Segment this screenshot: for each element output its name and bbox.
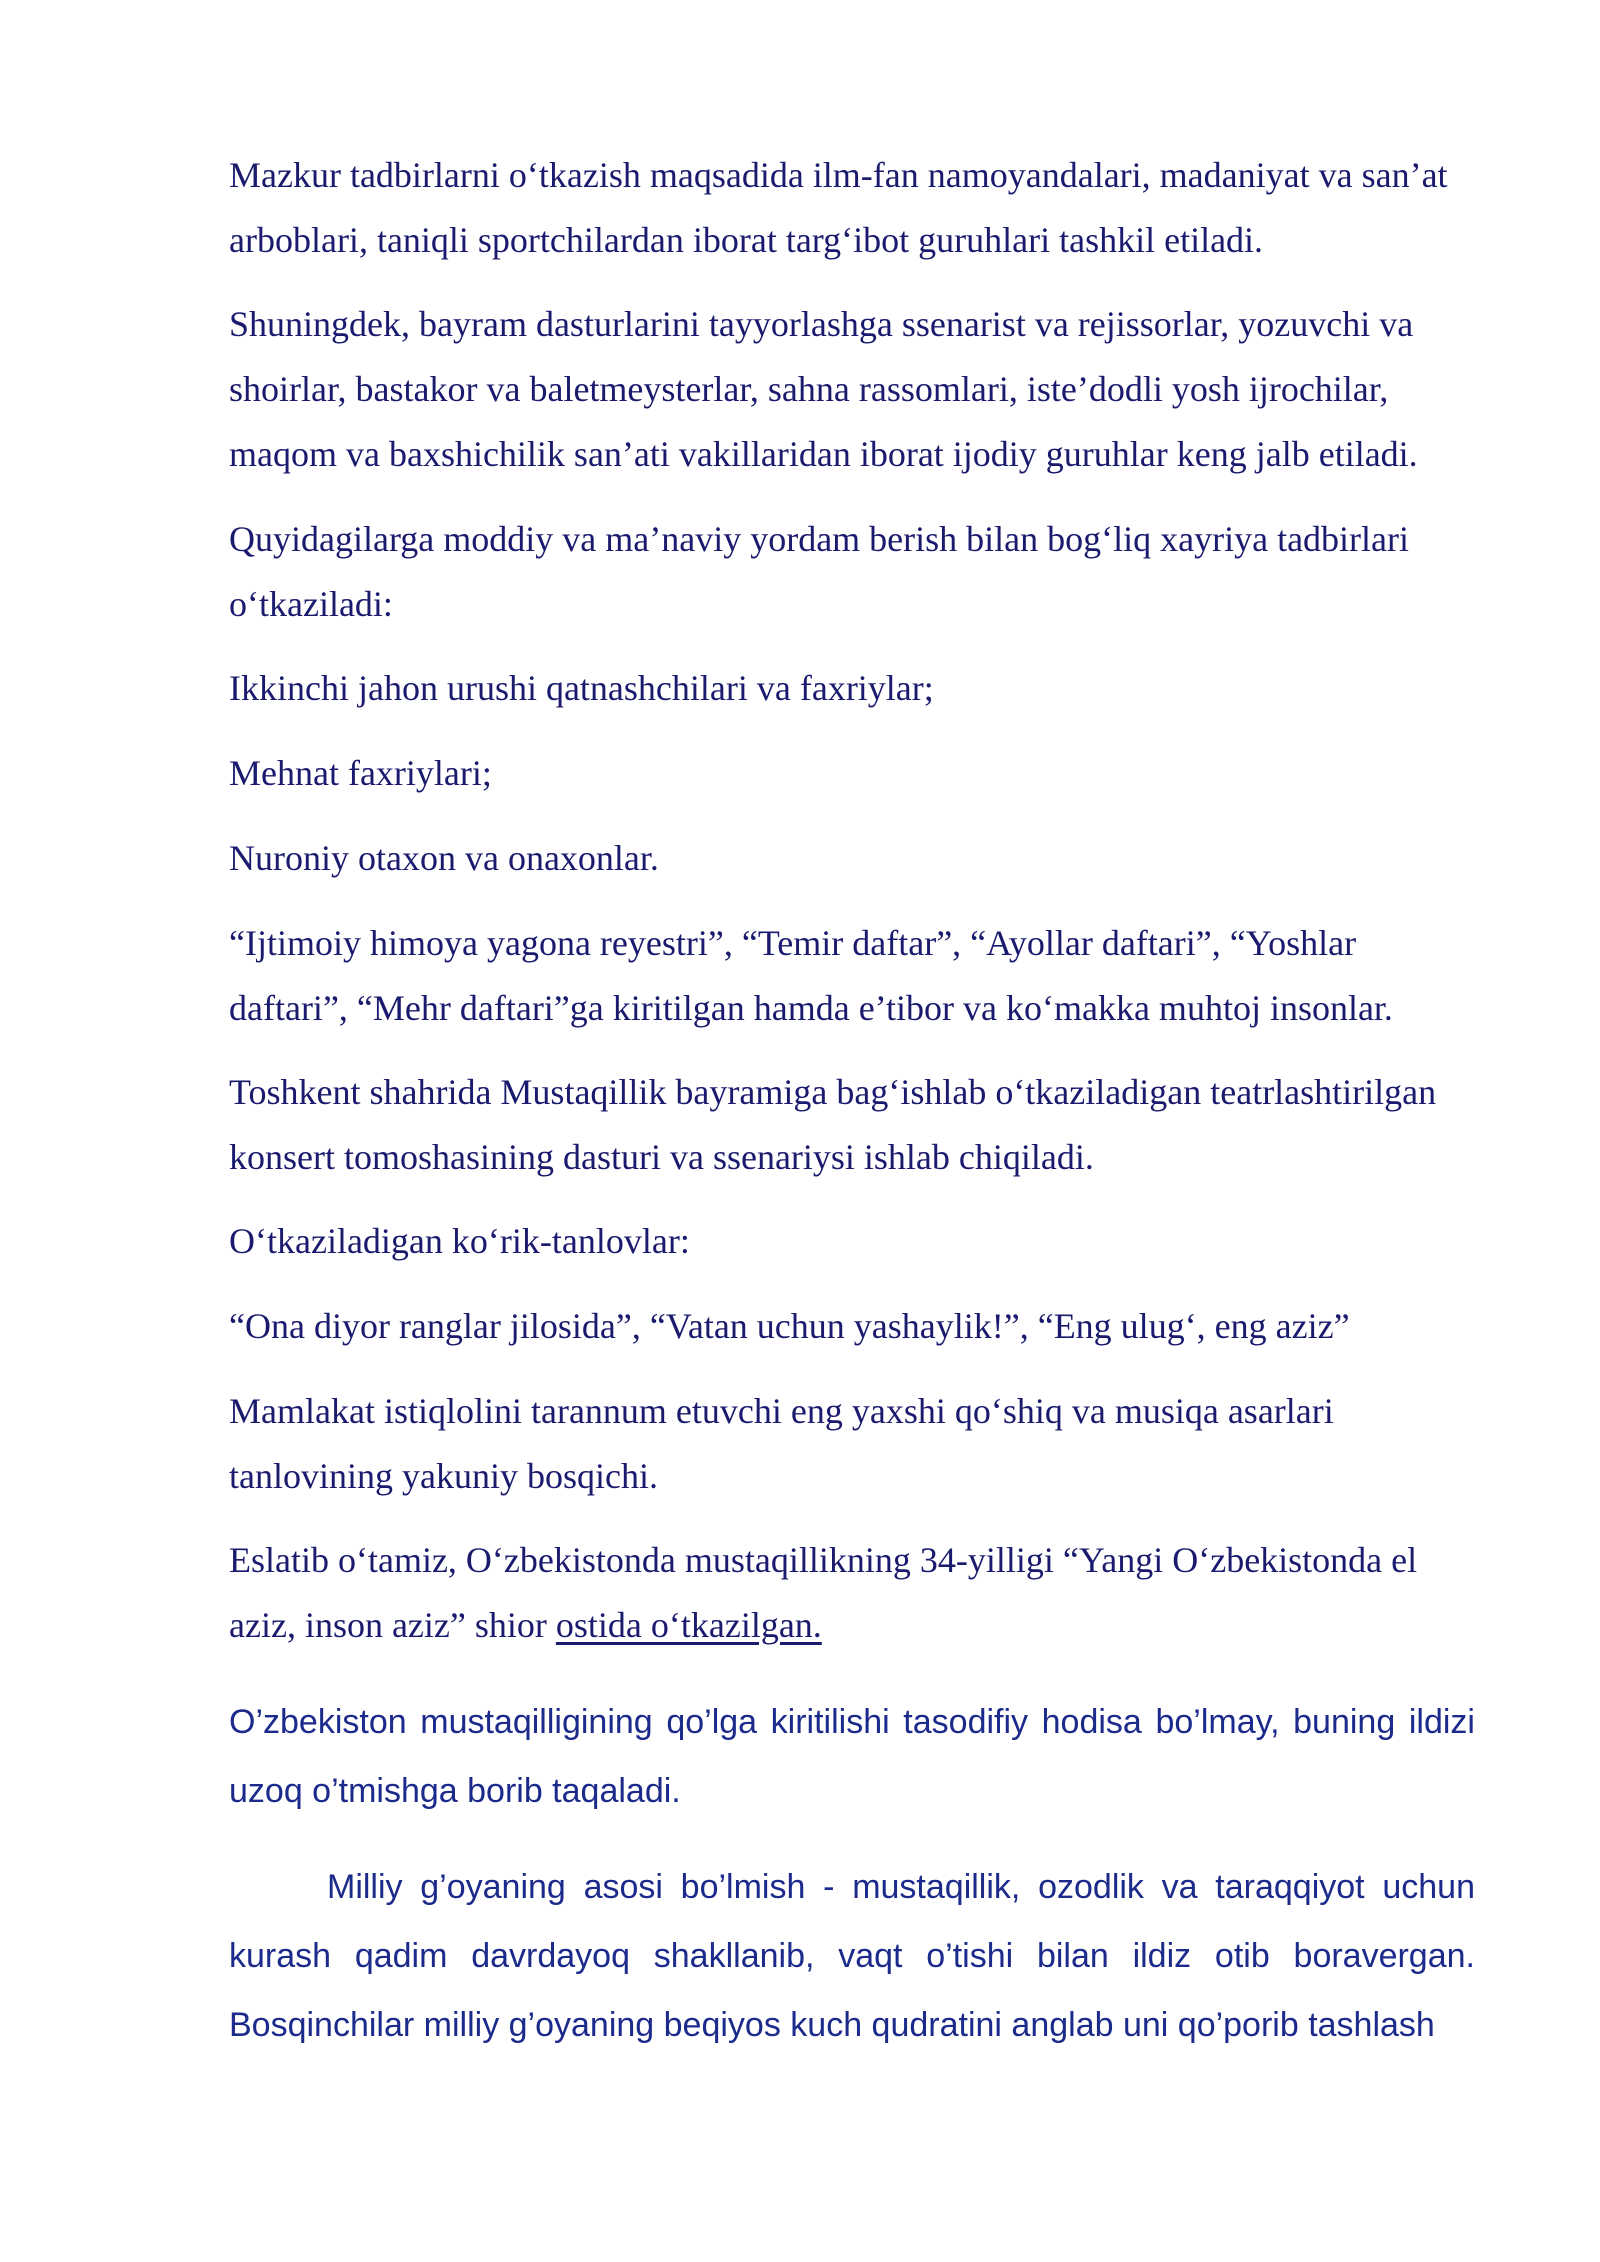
paragraph-song-contest: Mamlakat istiqlolini tarannum etuvchi eng yaxshi qo‘shiq va musiqa asarlari tanlovining yakuniy bosqichi. [229, 1391, 1334, 1496]
paragraph-reminder [229, 1528, 1475, 1658]
paragraph-independence-roots: O’zbekiston mustaqilligining qo’lga kiritilishi tasodifiy hodisa bo’lmay, buning ildizi uzoq o’tmishga borib taqaladi. [229, 1703, 1475, 1810]
paragraph-propaganda-groups: Mazkur tadbirlarni o‘tkazish maqsadida ilm-fan namoyandalari, madaniyat va san’at arboblari, taniqli sportchilardan iborat targ‘ibot guruhlari tashkil etiladi. [229, 155, 1448, 260]
list-item-ww2-veterans: Ikkinchi jahon urushi qatnashchilari va faxriylar; [229, 668, 934, 708]
reminder-text: Eslatib o‘tamiz, O‘zbekistonda mustaqillikning 34-yilligi “Yangi O‘zbekistonda el aziz, inson aziz” shior [229, 1540, 1418, 1645]
paragraph-tashkent-concert: Toshkent shahrida Mustaqillik bayramiga bag‘ishlab o‘tkaziladigan teatrlashtirilgan konsert tomoshasining dasturi va ssenariysi ishlab chiqiladi. [229, 1072, 1437, 1177]
paragraph-national-idea: Milliy g’oyaning asosi bo’lmish - mustaqillik, ozodlik va taraqqiyot uchun kurash qadim davrdayoq shakllanib, vaqt o’tishi bilan ildiz otib boravergan. Bosqinchilar milliy g’oyaning beqiyos kuch qudratini anglab uni qo’porib tashlash [229, 1868, 1475, 2044]
paragraph-creative-groups: Shuningdek, bayram dasturlarini tayyorlashga ssenarist va rejissorlar, yozuvchi va shoirlar, bastakor va baletmeysterlar, sahna rassomlari, iste’dodli yosh ijrochilar, maqom va baxshichilik san’ati vakillaridan iborat ijodiy guruhlar keng jalb etiladi. [229, 304, 1418, 474]
reminder-link[interactable]: ostida o‘tkazilgan. [555, 1605, 822, 1645]
paragraph-charity-intro: Quyidagilarga moddiy va ma’naviy yordam berish bilan bog‘liq xayriya tadbirlari o‘tkaziladi: [229, 519, 1410, 624]
paragraph-contests-heading: O‘tkaziladigan ko‘rik-tanlovlar: [229, 1221, 690, 1261]
paragraph-registries: “Ijtimoiy himoya yagona reyestri”, “Temir daftar”, “Ayollar daftari”, “Yoshlar daftari”, “Mehr daftari”ga kiritilgan hamda e’tibor va ko‘makka muhtoj insonlar. [229, 923, 1393, 1028]
list-item-labor-veterans: Mehnat faxriylari; [229, 753, 492, 793]
paragraph-contest-names: “Ona diyor ranglar jilosida”, “Vatan uchun yashaylik!”, “Eng ulug‘, eng aziz” [229, 1306, 1350, 1346]
list-item-elders: Nuroniy otaxon va onaxonlar. [229, 838, 659, 878]
